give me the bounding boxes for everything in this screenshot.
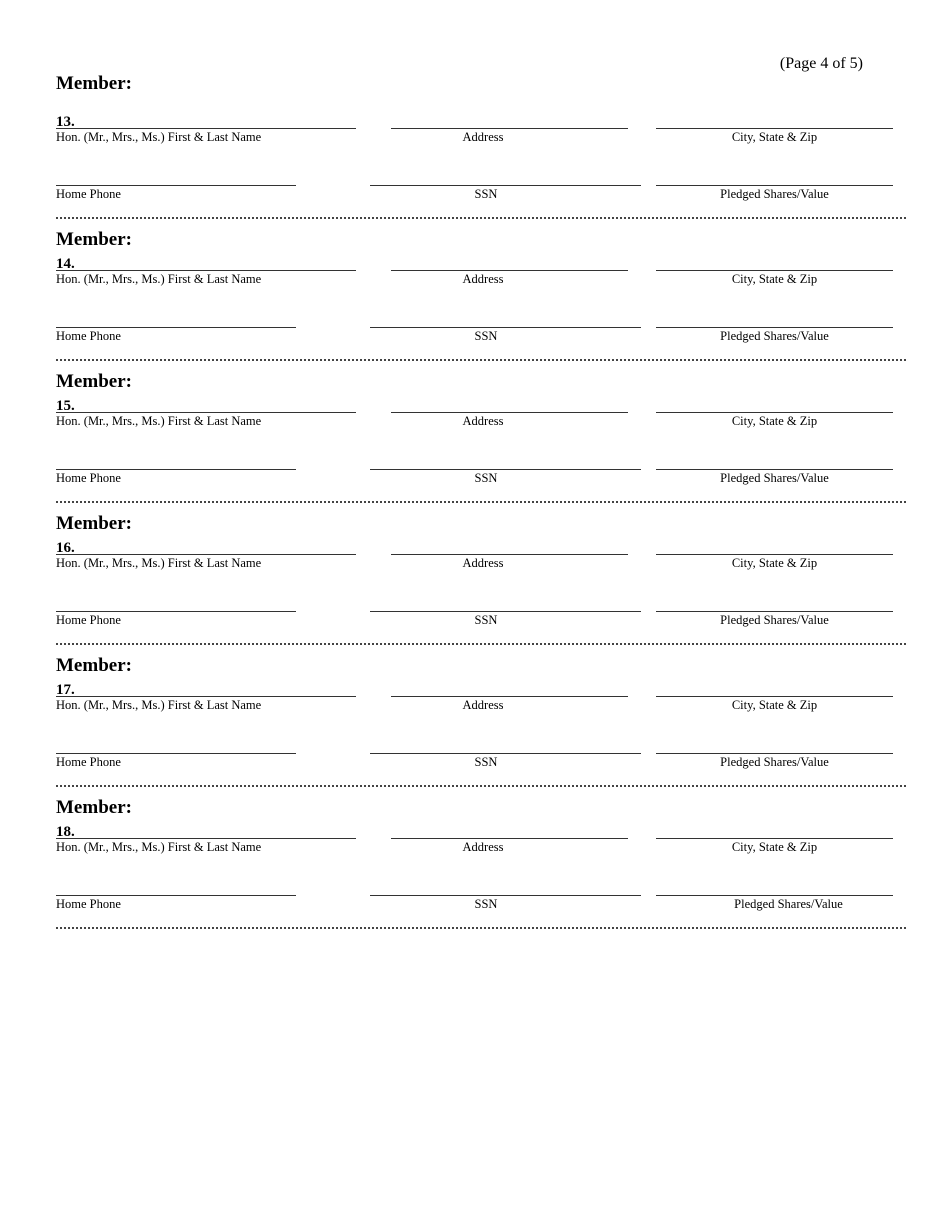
home-phone-field-line[interactable]: [56, 327, 296, 328]
section-divider: [56, 217, 906, 219]
member-heading: Member:: [56, 73, 132, 94]
home-phone-label: Home Phone: [56, 187, 121, 201]
home-phone-field-line[interactable]: [56, 753, 296, 754]
ssn-field-line[interactable]: [370, 327, 641, 328]
section-divider: [56, 359, 906, 361]
home-phone-label: Home Phone: [56, 329, 121, 343]
section-divider: [56, 643, 906, 645]
name-field-line[interactable]: [56, 412, 356, 413]
home-phone-label: Home Phone: [56, 613, 121, 627]
ssn-field-line[interactable]: [370, 185, 641, 186]
ssn-field-line[interactable]: [370, 753, 641, 754]
ssn-label: SSN: [474, 329, 498, 343]
ssn-field-line[interactable]: [370, 611, 641, 612]
city-state-zip-label: City, State & Zip: [731, 414, 818, 428]
home-phone-label: Home Phone: [56, 897, 121, 911]
pledged-shares-field-line[interactable]: [656, 185, 893, 186]
member-number: 16.: [56, 540, 75, 556]
name-label: Hon. (Mr., Mrs., Ms.) First & Last Name: [56, 130, 262, 144]
city-state-zip-label: City, State & Zip: [731, 130, 818, 144]
name-label: Hon. (Mr., Mrs., Ms.) First & Last Name: [56, 698, 262, 712]
member-number: 17.: [56, 682, 75, 698]
ssn-field-line[interactable]: [370, 895, 641, 896]
address-label: Address: [462, 840, 504, 854]
home-phone-label: Home Phone: [56, 755, 121, 769]
pledged-shares-label: Pledged Shares/Value: [720, 329, 829, 343]
name-field-line[interactable]: [56, 128, 356, 129]
home-phone-field-line[interactable]: [56, 185, 296, 186]
address-field-line[interactable]: [391, 128, 628, 129]
city-state-zip-label: City, State & Zip: [731, 272, 818, 286]
name-label: Hon. (Mr., Mrs., Ms.) First & Last Name: [56, 556, 262, 570]
city-state-zip-field-line[interactable]: [656, 554, 893, 555]
ssn-label: SSN: [474, 187, 498, 201]
home-phone-label: Home Phone: [56, 471, 121, 485]
page-indicator: (Page 4 of 5): [779, 55, 863, 72]
city-state-zip-label: City, State & Zip: [731, 556, 818, 570]
pledged-shares-field-line[interactable]: [656, 895, 893, 896]
member-block-13: [0, 73, 950, 255]
city-state-zip-field-line[interactable]: [656, 270, 893, 271]
address-field-line[interactable]: [391, 554, 628, 555]
member-block-16: [0, 513, 950, 681]
member-block-17: [0, 655, 950, 823]
section-divider: [56, 785, 906, 787]
name-label: Hon. (Mr., Mrs., Ms.) First & Last Name: [56, 272, 262, 286]
name-label: Hon. (Mr., Mrs., Ms.) First & Last Name: [56, 840, 262, 854]
member-heading: Member:: [56, 371, 132, 392]
section-divider: [56, 501, 906, 503]
name-field-line[interactable]: [56, 696, 356, 697]
name-field-line[interactable]: [56, 270, 356, 271]
pledged-shares-field-line[interactable]: [656, 753, 893, 754]
name-field-line[interactable]: [56, 838, 356, 839]
ssn-field-line[interactable]: [370, 469, 641, 470]
address-label: Address: [462, 414, 504, 428]
pledged-shares-field-line[interactable]: [656, 611, 893, 612]
city-state-zip-field-line[interactable]: [656, 838, 893, 839]
address-label: Address: [462, 698, 504, 712]
member-block-14: [0, 229, 950, 397]
ssn-label: SSN: [474, 613, 498, 627]
pledged-shares-field-line[interactable]: [656, 327, 893, 328]
member-heading: Member:: [56, 229, 132, 250]
home-phone-field-line[interactable]: [56, 895, 296, 896]
name-label: Hon. (Mr., Mrs., Ms.) First & Last Name: [56, 414, 262, 428]
member-block-18: [0, 797, 950, 965]
pledged-shares-label: Pledged Shares/Value: [720, 471, 829, 485]
member-number: 15.: [56, 398, 75, 414]
member-heading: Member:: [56, 513, 132, 534]
section-divider: [56, 927, 906, 929]
name-field-line[interactable]: [56, 554, 356, 555]
address-field-line[interactable]: [391, 412, 628, 413]
member-number: 13.: [56, 114, 75, 130]
city-state-zip-field-line[interactable]: [656, 128, 893, 129]
pledged-shares-label: Pledged Shares/Value: [720, 187, 829, 201]
ssn-label: SSN: [474, 471, 498, 485]
member-block-15: [0, 371, 950, 539]
member-number: 14.: [56, 256, 75, 272]
member-heading: Member:: [56, 655, 132, 676]
pledged-shares-label: Pledged Shares/Value: [720, 613, 829, 627]
member-number: 18.: [56, 824, 75, 840]
pledged-shares-label: Pledged Shares/Value: [720, 755, 829, 769]
address-label: Address: [462, 556, 504, 570]
address-label: Address: [462, 272, 504, 286]
address-field-line[interactable]: [391, 696, 628, 697]
city-state-zip-field-line[interactable]: [656, 696, 893, 697]
address-label: Address: [462, 130, 504, 144]
member-heading: Member:: [56, 797, 132, 818]
ssn-label: SSN: [474, 755, 498, 769]
pledged-shares-field-line[interactable]: [656, 469, 893, 470]
city-state-zip-label: City, State & Zip: [731, 698, 818, 712]
ssn-label: SSN: [474, 897, 498, 911]
home-phone-field-line[interactable]: [56, 611, 296, 612]
city-state-zip-label: City, State & Zip: [731, 840, 818, 854]
city-state-zip-field-line[interactable]: [656, 412, 893, 413]
address-field-line[interactable]: [391, 270, 628, 271]
home-phone-field-line[interactable]: [56, 469, 296, 470]
address-field-line[interactable]: [391, 838, 628, 839]
pledged-shares-label: Pledged Shares/Value: [734, 897, 843, 911]
